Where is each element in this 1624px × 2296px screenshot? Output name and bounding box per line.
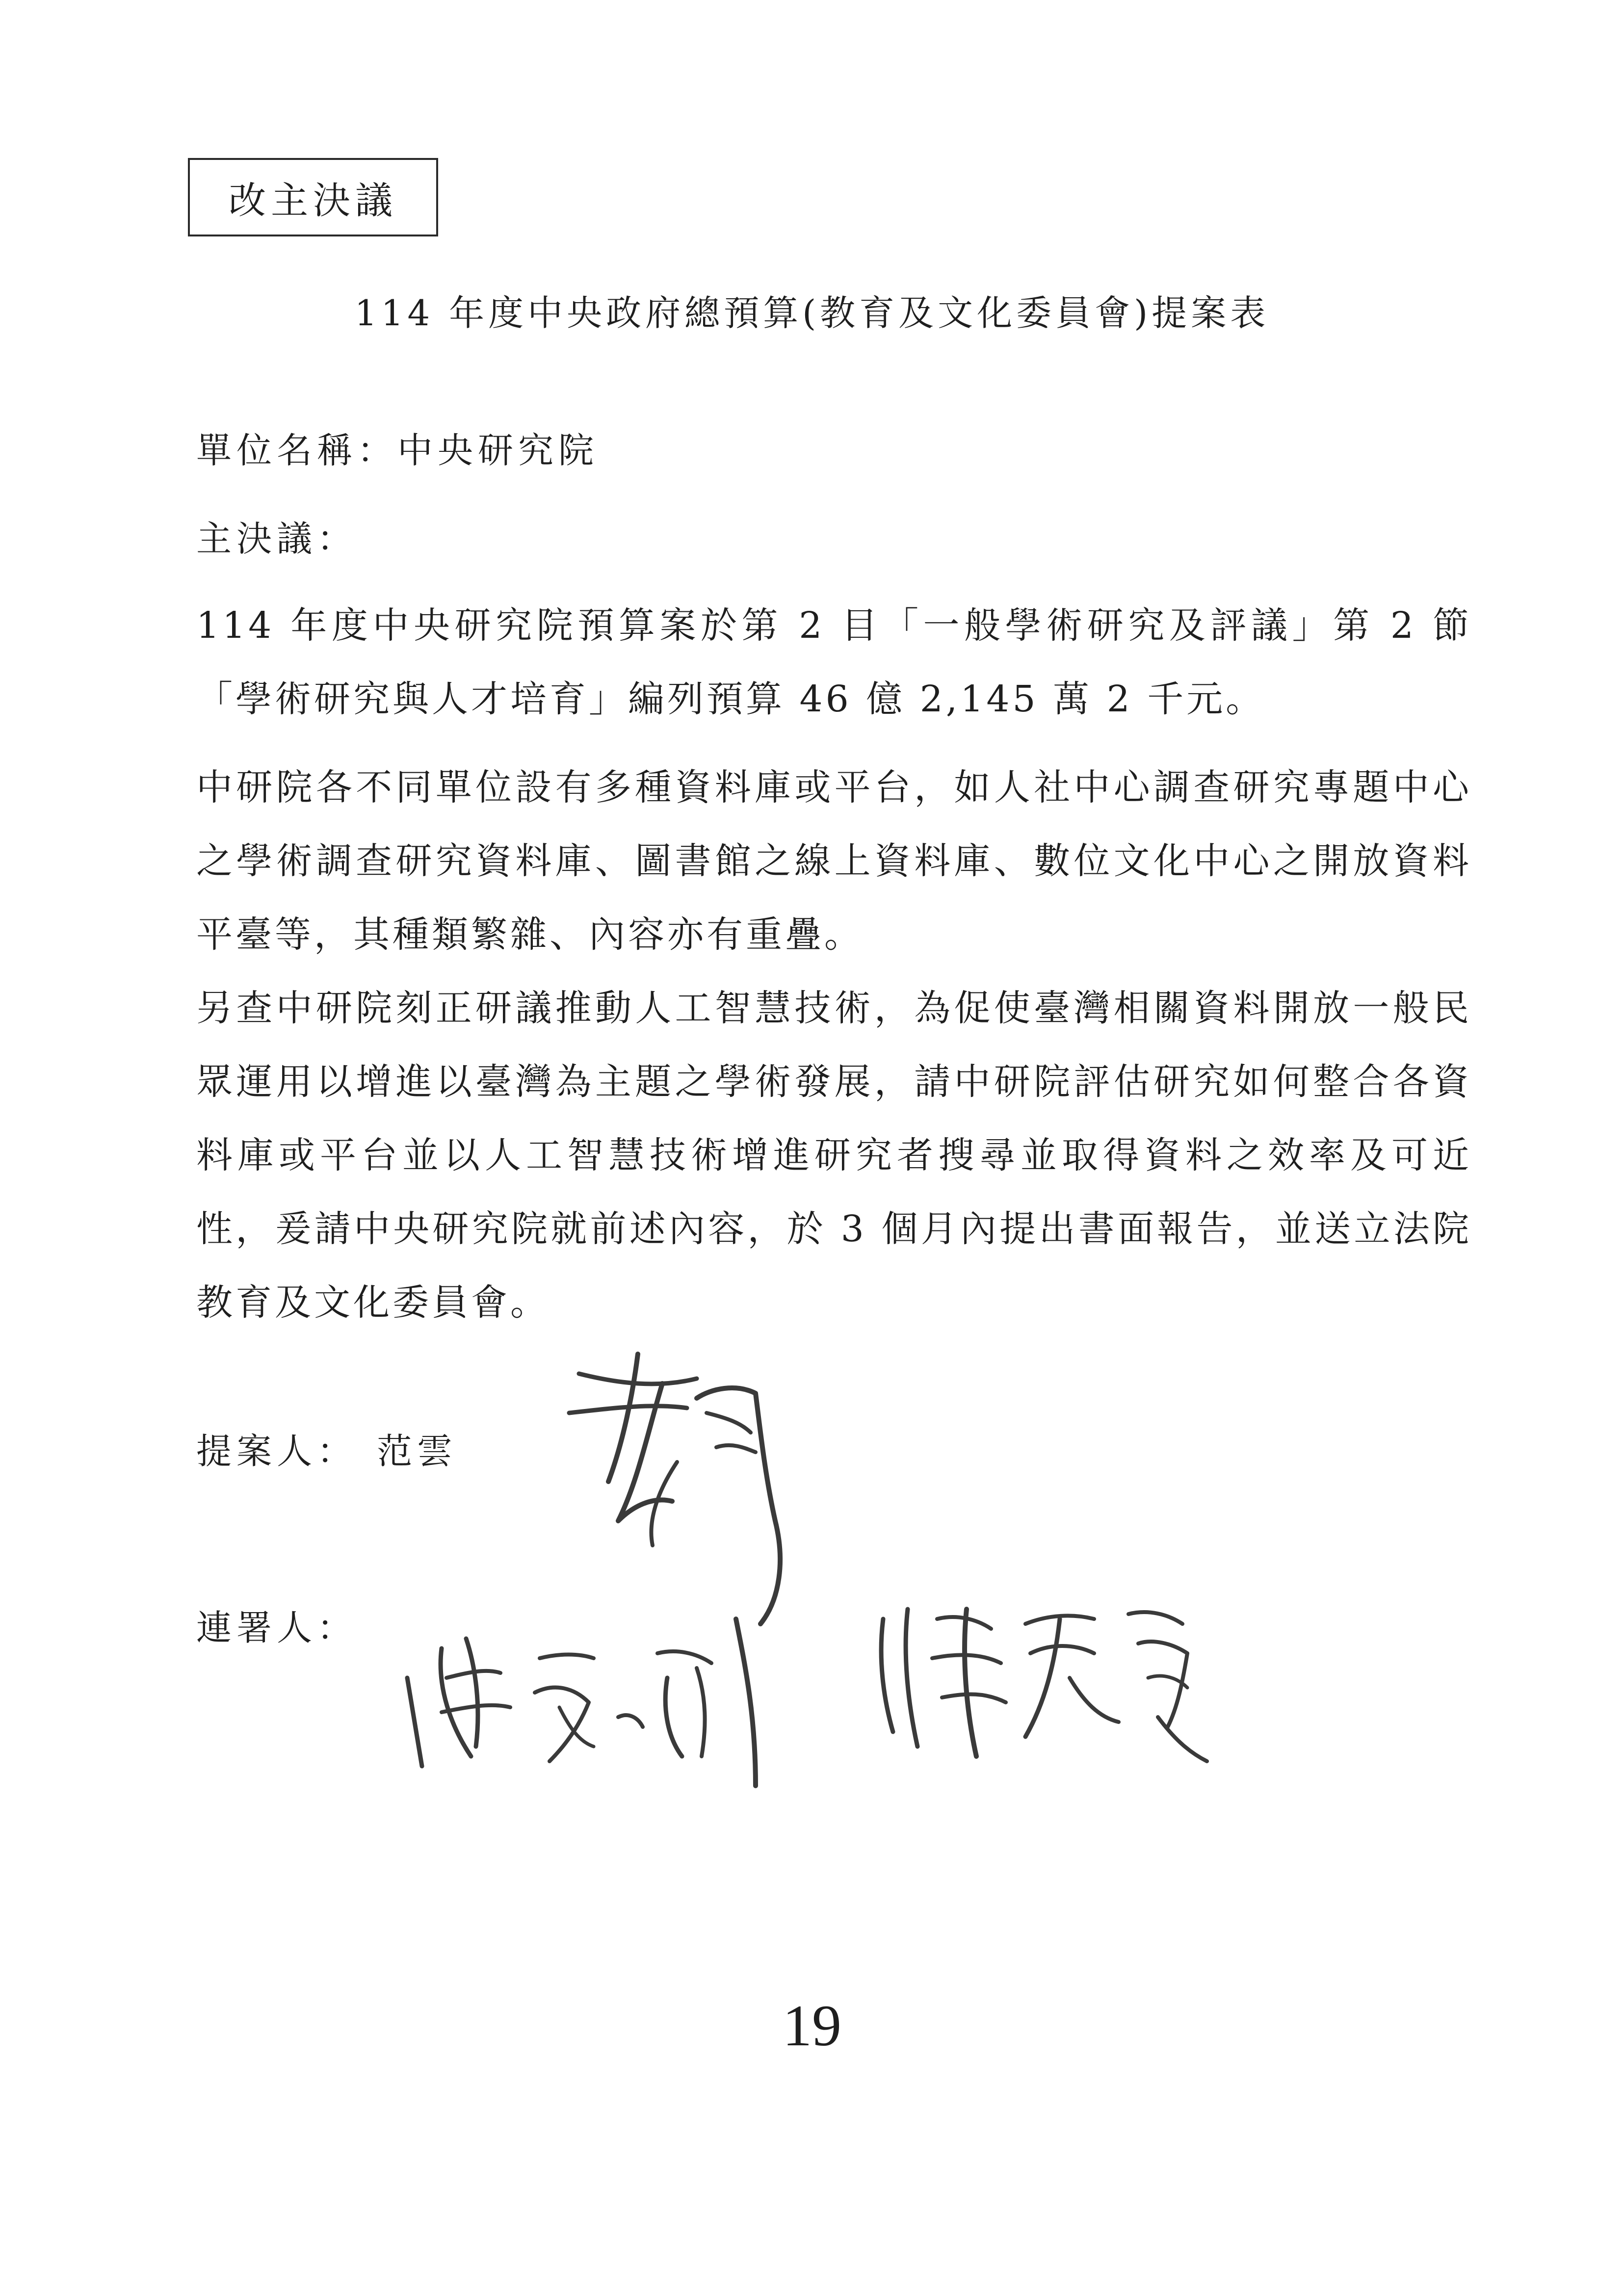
cosigner-label: 連署人： xyxy=(196,1607,358,1648)
resolution-stamp-box xyxy=(188,158,438,236)
paragraph-budget: 114 年度中央研究院預算案於第 2 目「一般學術研究及評議」第 2 節「學術研究與人才培育」編列預算 46 億 2,145 萬 2 千元。 xyxy=(196,604,1472,720)
proposer-label: 提案人： xyxy=(196,1431,358,1472)
cosigner-signature-2 xyxy=(864,1590,1217,1776)
proposer-name: 范雲 xyxy=(377,1431,458,1472)
paragraph-databases: 中研院各不同單位設有多種資料庫或平台，如人社中心調查研究專題中心之學術調查研究資料庫、圖書館之線上資料庫、數位文化中心之開放資料平臺等，其種類繁雜、內容亦有重疊。 xyxy=(196,766,1472,956)
unit-label: 單位名稱： xyxy=(196,430,398,471)
resolution-stamp-text: 改主決議 xyxy=(229,178,397,222)
page-number: 19 xyxy=(783,1993,841,2058)
document-title: 114 年度中央政府總預算(教育及文化委員會)提案表 xyxy=(354,292,1270,334)
unit-line xyxy=(196,422,599,473)
resolution-label: 主決議： xyxy=(196,518,358,559)
cosigner-signature-1 xyxy=(383,1580,824,1796)
unit-value: 中央研究院 xyxy=(397,430,599,471)
paragraph-request: 另查中研院刻正研議推動人工智慧技術，為促使臺灣相關資料開放一般民眾運用以增進以臺灣為主題之學術發展，請中研院評估研究如何整合各資料庫或平台並以人工智慧技術增進研究者搜尋並取得資料之效率及可近性，爰請中央研究院就前述內容，於 3 個月內提出書面報告，並送立法院教育及文化委員會。 xyxy=(196,987,1472,1324)
proposer-line xyxy=(196,1423,457,1474)
